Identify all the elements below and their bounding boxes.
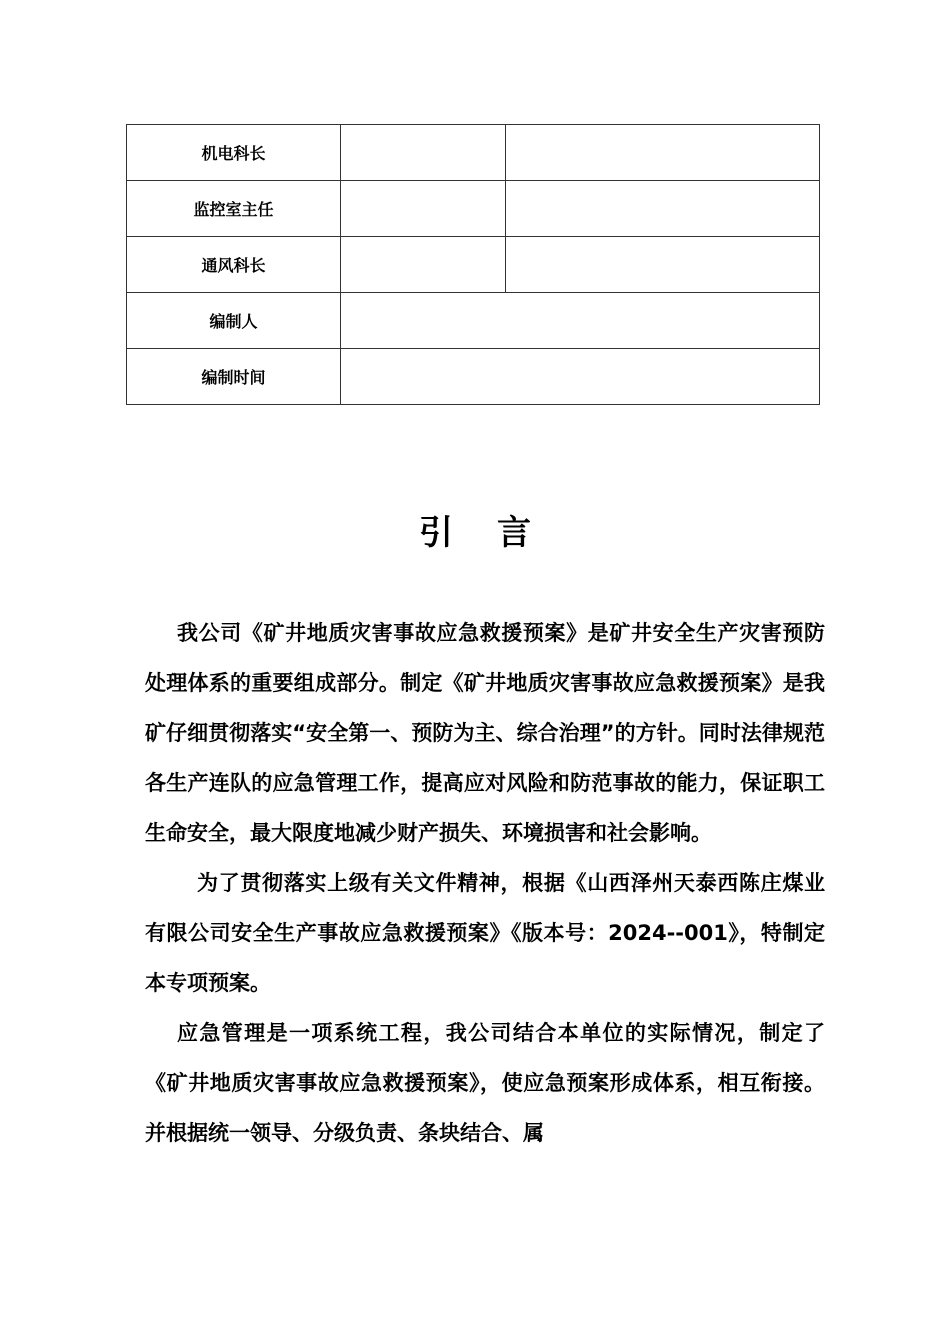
table-row bbox=[127, 181, 820, 237]
signature-cell bbox=[341, 181, 506, 237]
table-row bbox=[127, 125, 820, 181]
row-label: 编制人 bbox=[127, 293, 341, 349]
remark-cell bbox=[506, 237, 820, 293]
row-label: 机电科长 bbox=[127, 125, 341, 181]
value-cell bbox=[341, 293, 820, 349]
remark-cell bbox=[506, 181, 820, 237]
signature-cell bbox=[341, 125, 506, 181]
signature-table bbox=[126, 124, 820, 405]
paragraph: 为了贯彻落实上级有关文件精神，根据《山西泽州天泰西陈庄煤业有限公司安全生产事故应急救援预案》《版本号：2024--001》，特制定本专项预案。 bbox=[145, 871, 825, 995]
paragraph: 应急管理是一项系统工程，我公司结合本单位的实际情况，制定了《矿井地质灾害事故应急救援预案》，使应急预案形成体系，相互衔接。并根据统一领导、分级负责、条块结合、属 bbox=[145, 1021, 825, 1145]
value-cell bbox=[341, 349, 820, 405]
body-text bbox=[145, 608, 825, 1158]
row-label: 编制时间 bbox=[127, 349, 341, 405]
row-label: 监控室主任 bbox=[127, 181, 341, 237]
paragraph: 我公司《矿井地质灾害事故应急救援预案》是矿井安全生产灾害预防处理体系的重要组成部分。制定《矿井地质灾害事故应急救援预案》是我矿仔细贯彻落实“安全第一、预防为主、综合治理”的方针。同时法律规范各生产连队的应急管理工作，提高应对风险和防范事故的能力，保证职工生命安全，最大限度地减少财产损失、环境损害和社会影响。 bbox=[145, 621, 825, 845]
remark-cell bbox=[506, 125, 820, 181]
table-row bbox=[127, 349, 820, 405]
signature-cell bbox=[341, 237, 506, 293]
row-label: 通风科长 bbox=[127, 237, 341, 293]
table-row bbox=[127, 293, 820, 349]
table-row bbox=[127, 237, 820, 293]
section-title: 引言 bbox=[419, 513, 575, 553]
